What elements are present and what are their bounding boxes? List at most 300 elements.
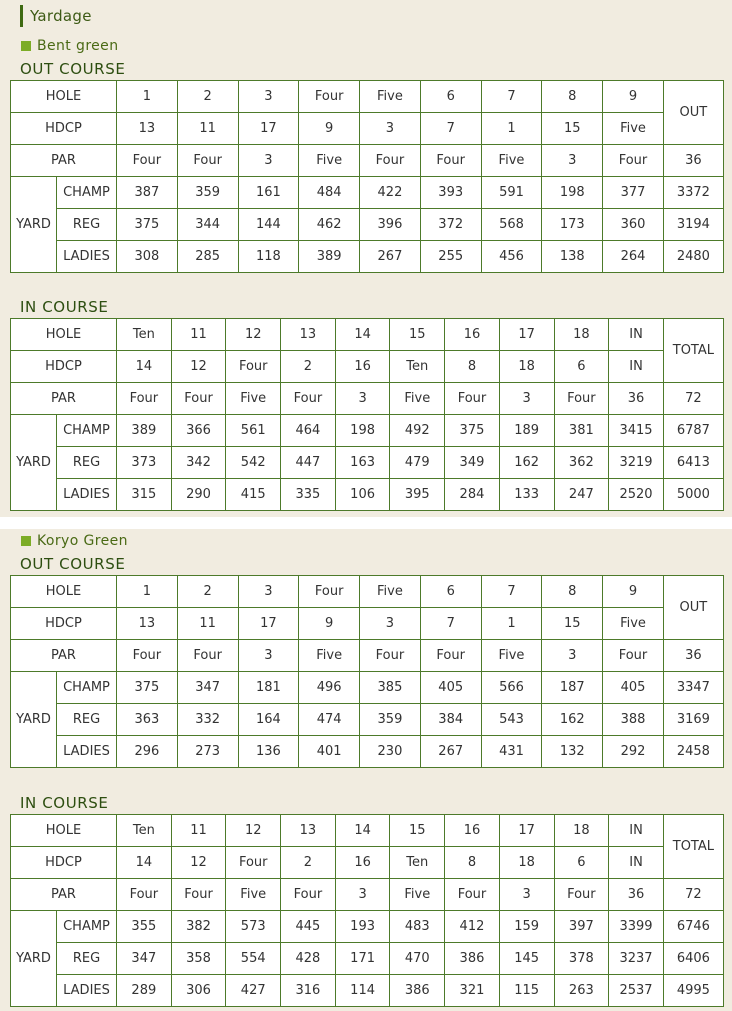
hdcp-cell: 14 bbox=[117, 847, 172, 879]
yardage-cell: 355 bbox=[117, 911, 172, 943]
champ-yard-row bbox=[11, 177, 724, 209]
page-title: Yardage bbox=[20, 5, 92, 27]
par-cell: 3 bbox=[335, 383, 390, 415]
yardage-cell: 161 bbox=[238, 177, 299, 209]
yardage-cell: 412 bbox=[445, 911, 500, 943]
yardage-cell: 359 bbox=[177, 177, 238, 209]
hdcp-label: HDCP bbox=[11, 847, 117, 879]
yardage-cell: 554 bbox=[226, 943, 281, 975]
par-cell: Four bbox=[360, 145, 421, 177]
hole-number-cell: 14 bbox=[335, 319, 390, 351]
par-cell: 3 bbox=[238, 145, 299, 177]
par-cell: Five bbox=[299, 145, 360, 177]
yardage-cell: 2537 bbox=[609, 975, 664, 1007]
yardage-cell: 347 bbox=[177, 672, 238, 704]
hdcp-cell: 8 bbox=[445, 847, 500, 879]
reg-yard-row bbox=[11, 704, 724, 736]
par-row bbox=[11, 879, 724, 911]
yardage-cell: 362 bbox=[554, 447, 609, 479]
hole-number-cell: IN bbox=[609, 815, 664, 847]
yardage-cell: 360 bbox=[603, 209, 664, 241]
hole-number-cell: 7 bbox=[481, 576, 542, 608]
yardage-cell: 145 bbox=[499, 943, 554, 975]
champ-total-cell: 3347 bbox=[663, 672, 723, 704]
hole-number-cell: 2 bbox=[177, 81, 238, 113]
yardage-cell: 375 bbox=[117, 209, 178, 241]
total-label: OUT bbox=[663, 576, 723, 640]
par-cell: 3 bbox=[238, 640, 299, 672]
yardage-cell: 264 bbox=[603, 241, 664, 273]
par-total-cell: 36 bbox=[663, 640, 723, 672]
yardage-cell: 427 bbox=[226, 975, 281, 1007]
hole-number-cell: Ten bbox=[117, 815, 172, 847]
hole-number-cell: 14 bbox=[335, 815, 390, 847]
par-label: PAR bbox=[11, 640, 117, 672]
yardage-cell: 363 bbox=[117, 704, 178, 736]
hdcp-cell: 12 bbox=[171, 847, 226, 879]
hole-number-cell: 8 bbox=[542, 576, 603, 608]
hole-number-cell: 11 bbox=[171, 815, 226, 847]
champ-yard-row bbox=[11, 415, 724, 447]
hdcp-label: HDCP bbox=[11, 113, 117, 145]
champ-yard-row bbox=[11, 672, 724, 704]
hole-label: HOLE bbox=[11, 319, 117, 351]
hdcp-cell: 18 bbox=[499, 847, 554, 879]
hdcp-cell: IN bbox=[609, 847, 664, 879]
hdcp-cell: 9 bbox=[299, 113, 360, 145]
par-total-cell: 72 bbox=[663, 383, 723, 415]
yardage-cell: 3237 bbox=[609, 943, 664, 975]
yardage-cell: 591 bbox=[481, 177, 542, 209]
hole-number-cell: 12 bbox=[226, 815, 281, 847]
par-cell: Four bbox=[117, 383, 172, 415]
yardage-cell: 358 bbox=[171, 943, 226, 975]
yardage-cell: 385 bbox=[360, 672, 421, 704]
yardage-cell: 396 bbox=[360, 209, 421, 241]
hole-number-cell: Four bbox=[299, 576, 360, 608]
hole-row bbox=[11, 81, 724, 113]
hdcp-cell: 15 bbox=[542, 113, 603, 145]
yardage-cell: 136 bbox=[238, 736, 299, 768]
hdcp-cell: Five bbox=[603, 608, 664, 640]
yardage-cell: 395 bbox=[390, 479, 445, 511]
par-cell: 36 bbox=[609, 879, 664, 911]
hole-number-cell: 3 bbox=[238, 81, 299, 113]
hdcp-cell: 13 bbox=[117, 608, 178, 640]
reg-tee-label: REG bbox=[57, 704, 117, 736]
yardage-cell: 3415 bbox=[609, 415, 664, 447]
bent-green-heading bbox=[21, 38, 118, 54]
yardage-cell: 273 bbox=[177, 736, 238, 768]
par-cell: Four bbox=[171, 879, 226, 911]
yard-label: YARD bbox=[11, 415, 57, 511]
yardage-cell: 384 bbox=[420, 704, 481, 736]
hdcp-cell: 9 bbox=[299, 608, 360, 640]
yardage-cell: 308 bbox=[117, 241, 178, 273]
green-square-icon bbox=[21, 536, 31, 546]
green-square-icon bbox=[21, 41, 31, 51]
yardage-cell: 162 bbox=[499, 447, 554, 479]
yardage-cell: 470 bbox=[390, 943, 445, 975]
hole-number-cell: 8 bbox=[542, 81, 603, 113]
par-total-cell: 72 bbox=[663, 879, 723, 911]
yardage-cell: 375 bbox=[117, 672, 178, 704]
yardage-cell: 144 bbox=[238, 209, 299, 241]
hdcp-cell: Four bbox=[226, 351, 281, 383]
yardage-cell: 189 bbox=[499, 415, 554, 447]
ladies-tee-label: LADIES bbox=[57, 975, 117, 1007]
hdcp-label: HDCP bbox=[11, 351, 117, 383]
hdcp-cell: 15 bbox=[542, 608, 603, 640]
yard-label: YARD bbox=[11, 672, 57, 768]
yardage-cell: 321 bbox=[445, 975, 500, 1007]
champ-tee-label: CHAMP bbox=[57, 911, 117, 943]
yardage-cell: 387 bbox=[117, 177, 178, 209]
hdcp-cell: 16 bbox=[335, 847, 390, 879]
yardage-cell: 230 bbox=[360, 736, 421, 768]
ladies-yard-row bbox=[11, 975, 724, 1007]
hdcp-cell: 11 bbox=[177, 608, 238, 640]
par-label: PAR bbox=[11, 145, 117, 177]
par-cell: Four bbox=[177, 640, 238, 672]
hole-row bbox=[11, 815, 724, 847]
koryo-in-course-table bbox=[10, 814, 724, 1007]
reg-yard-row bbox=[11, 209, 724, 241]
yardage-cell: 428 bbox=[281, 943, 336, 975]
yardage-cell: 133 bbox=[499, 479, 554, 511]
yard-label: YARD bbox=[11, 177, 57, 273]
yardage-cell: 267 bbox=[420, 736, 481, 768]
hole-number-cell: 16 bbox=[445, 319, 500, 351]
par-cell: Four bbox=[177, 145, 238, 177]
champ-tee-label: CHAMP bbox=[57, 672, 117, 704]
par-cell: Five bbox=[390, 383, 445, 415]
hole-number-cell: 16 bbox=[445, 815, 500, 847]
yardage-cell: 316 bbox=[281, 975, 336, 1007]
yard-label: YARD bbox=[11, 911, 57, 1007]
par-cell: Four bbox=[117, 145, 178, 177]
par-row bbox=[11, 640, 724, 672]
hole-number-cell: 6 bbox=[420, 576, 481, 608]
yardage-cell: 566 bbox=[481, 672, 542, 704]
yardage-cell: 164 bbox=[238, 704, 299, 736]
yardage-cell: 568 bbox=[481, 209, 542, 241]
hole-number-cell: 13 bbox=[281, 319, 336, 351]
yardage-cell: 285 bbox=[177, 241, 238, 273]
ladies-total-cell: 4995 bbox=[663, 975, 723, 1007]
hdcp-cell: 3 bbox=[360, 608, 421, 640]
yardage-cell: 159 bbox=[499, 911, 554, 943]
yardage-cell: 163 bbox=[335, 447, 390, 479]
champ-total-cell: 6746 bbox=[663, 911, 723, 943]
par-cell: 3 bbox=[499, 383, 554, 415]
par-cell: Five bbox=[299, 640, 360, 672]
yardage-cell: 393 bbox=[420, 177, 481, 209]
hole-number-cell: 17 bbox=[499, 815, 554, 847]
hole-row bbox=[11, 319, 724, 351]
yardage-cell: 132 bbox=[542, 736, 603, 768]
par-cell: Four bbox=[281, 879, 336, 911]
par-cell: Four bbox=[360, 640, 421, 672]
yardage-cell: 464 bbox=[281, 415, 336, 447]
hole-number-cell: 9 bbox=[603, 576, 664, 608]
hdcp-cell: 14 bbox=[117, 351, 172, 383]
par-cell: Five bbox=[226, 383, 281, 415]
hdcp-cell: 16 bbox=[335, 351, 390, 383]
ladies-total-cell: 2458 bbox=[663, 736, 723, 768]
hole-number-cell: Four bbox=[299, 81, 360, 113]
hdcp-row bbox=[11, 847, 724, 879]
reg-tee-label: REG bbox=[57, 943, 117, 975]
yardage-cell: 342 bbox=[171, 447, 226, 479]
hole-number-cell: IN bbox=[609, 319, 664, 351]
section-divider bbox=[0, 517, 732, 529]
yardage-cell: 405 bbox=[603, 672, 664, 704]
ladies-tee-label: LADIES bbox=[57, 479, 117, 511]
yardage-cell: 247 bbox=[554, 479, 609, 511]
hole-number-cell: 13 bbox=[281, 815, 336, 847]
champ-tee-label: CHAMP bbox=[57, 177, 117, 209]
ladies-yard-row bbox=[11, 479, 724, 511]
yardage-cell: 388 bbox=[603, 704, 664, 736]
koryo-out-course-title: OUT COURSE bbox=[20, 555, 126, 573]
reg-total-cell: 6413 bbox=[663, 447, 723, 479]
koryo-in-course-title: IN COURSE bbox=[20, 794, 109, 812]
yardage-cell: 378 bbox=[554, 943, 609, 975]
yardage-cell: 415 bbox=[226, 479, 281, 511]
yardage-cell: 389 bbox=[117, 415, 172, 447]
ladies-yard-row bbox=[11, 241, 724, 273]
hole-number-cell: 15 bbox=[390, 319, 445, 351]
hdcp-cell: 1 bbox=[481, 113, 542, 145]
reg-total-cell: 6406 bbox=[663, 943, 723, 975]
yardage-cell: 332 bbox=[177, 704, 238, 736]
ladies-tee-label: LADIES bbox=[57, 736, 117, 768]
hdcp-row bbox=[11, 113, 724, 145]
par-total-cell: 36 bbox=[663, 145, 723, 177]
yardage-cell: 335 bbox=[281, 479, 336, 511]
hdcp-label: HDCP bbox=[11, 608, 117, 640]
par-row bbox=[11, 145, 724, 177]
yardage-cell: 181 bbox=[238, 672, 299, 704]
yardage-cell: 483 bbox=[390, 911, 445, 943]
yardage-cell: 289 bbox=[117, 975, 172, 1007]
par-cell: Four bbox=[603, 145, 664, 177]
hdcp-cell: Ten bbox=[390, 351, 445, 383]
yardage-cell: 115 bbox=[499, 975, 554, 1007]
hdcp-cell: 13 bbox=[117, 113, 178, 145]
yardage-cell: 397 bbox=[554, 911, 609, 943]
yardage-cell: 492 bbox=[390, 415, 445, 447]
hdcp-cell: 17 bbox=[238, 113, 299, 145]
yardage-cell: 445 bbox=[281, 911, 336, 943]
total-label: OUT bbox=[663, 81, 723, 145]
hole-number-cell: 18 bbox=[554, 815, 609, 847]
hole-number-cell: 7 bbox=[481, 81, 542, 113]
yardage-cell: 373 bbox=[117, 447, 172, 479]
par-cell: Five bbox=[481, 640, 542, 672]
ladies-total-cell: 5000 bbox=[663, 479, 723, 511]
hole-label: HOLE bbox=[11, 81, 117, 113]
yardage-cell: 255 bbox=[420, 241, 481, 273]
hdcp-cell: 18 bbox=[499, 351, 554, 383]
hole-number-cell: 15 bbox=[390, 815, 445, 847]
hdcp-cell: 7 bbox=[420, 608, 481, 640]
yardage-cell: 138 bbox=[542, 241, 603, 273]
par-cell: Four bbox=[281, 383, 336, 415]
yardage-cell: 198 bbox=[542, 177, 603, 209]
yardage-cell: 479 bbox=[390, 447, 445, 479]
yardage-cell: 315 bbox=[117, 479, 172, 511]
champ-total-cell: 3372 bbox=[663, 177, 723, 209]
yardage-cell: 386 bbox=[390, 975, 445, 1007]
par-cell: Five bbox=[226, 879, 281, 911]
yardage-cell: 386 bbox=[445, 943, 500, 975]
bent-out-course-title: OUT COURSE bbox=[20, 60, 126, 78]
yardage-cell: 263 bbox=[554, 975, 609, 1007]
hdcp-cell: 6 bbox=[554, 847, 609, 879]
yardage-cell: 306 bbox=[171, 975, 226, 1007]
yardage-cell: 431 bbox=[481, 736, 542, 768]
yardage-cell: 447 bbox=[281, 447, 336, 479]
reg-tee-label: REG bbox=[57, 209, 117, 241]
ladies-total-cell: 2480 bbox=[663, 241, 723, 273]
hdcp-cell: 1 bbox=[481, 608, 542, 640]
total-label: TOTAL bbox=[663, 815, 723, 879]
par-label: PAR bbox=[11, 383, 117, 415]
bent-in-course-title: IN COURSE bbox=[20, 298, 109, 316]
bent-out-course-table bbox=[10, 80, 724, 273]
par-cell: Four bbox=[445, 879, 500, 911]
champ-total-cell: 6787 bbox=[663, 415, 723, 447]
hole-number-cell: 17 bbox=[499, 319, 554, 351]
hole-label: HOLE bbox=[11, 576, 117, 608]
hdcp-cell: 12 bbox=[171, 351, 226, 383]
par-cell: Four bbox=[554, 383, 609, 415]
yardage-cell: 456 bbox=[481, 241, 542, 273]
yardage-cell: 377 bbox=[603, 177, 664, 209]
par-row bbox=[11, 383, 724, 415]
hole-number-cell: 3 bbox=[238, 576, 299, 608]
hdcp-cell: Five bbox=[603, 113, 664, 145]
yardage-cell: 573 bbox=[226, 911, 281, 943]
yardage-cell: 542 bbox=[226, 447, 281, 479]
par-label: PAR bbox=[11, 879, 117, 911]
hdcp-cell: 11 bbox=[177, 113, 238, 145]
yardage-cell: 173 bbox=[542, 209, 603, 241]
yardage-cell: 193 bbox=[335, 911, 390, 943]
yardage-cell: 3399 bbox=[609, 911, 664, 943]
hole-number-cell: 6 bbox=[420, 81, 481, 113]
hdcp-cell: Ten bbox=[390, 847, 445, 879]
yardage-cell: 284 bbox=[445, 479, 500, 511]
yardage-cell: 267 bbox=[360, 241, 421, 273]
ladies-yard-row bbox=[11, 736, 724, 768]
yardage-cell: 198 bbox=[335, 415, 390, 447]
par-cell: 3 bbox=[499, 879, 554, 911]
hdcp-cell: 17 bbox=[238, 608, 299, 640]
hdcp-row bbox=[11, 351, 724, 383]
par-cell: Four bbox=[420, 640, 481, 672]
yardage-cell: 290 bbox=[171, 479, 226, 511]
yardage-cell: 349 bbox=[445, 447, 500, 479]
yardage-cell: 372 bbox=[420, 209, 481, 241]
par-cell: Four bbox=[117, 640, 178, 672]
hdcp-cell: 6 bbox=[554, 351, 609, 383]
hdcp-cell: IN bbox=[609, 351, 664, 383]
yardage-cell: 106 bbox=[335, 479, 390, 511]
yardage-cell: 114 bbox=[335, 975, 390, 1007]
par-cell: Four bbox=[445, 383, 500, 415]
hole-label: HOLE bbox=[11, 815, 117, 847]
hdcp-cell: 7 bbox=[420, 113, 481, 145]
yardage-cell: 359 bbox=[360, 704, 421, 736]
hdcp-cell: 2 bbox=[281, 351, 336, 383]
yardage-cell: 474 bbox=[299, 704, 360, 736]
yardage-cell: 171 bbox=[335, 943, 390, 975]
yardage-cell: 496 bbox=[299, 672, 360, 704]
yardage-cell: 389 bbox=[299, 241, 360, 273]
koryo-out-course-table bbox=[10, 575, 724, 768]
hole-number-cell: 2 bbox=[177, 576, 238, 608]
yardage-cell: 187 bbox=[542, 672, 603, 704]
hole-number-cell: 1 bbox=[117, 576, 178, 608]
yardage-cell: 366 bbox=[171, 415, 226, 447]
par-cell: 36 bbox=[609, 383, 664, 415]
ladies-tee-label: LADIES bbox=[57, 241, 117, 273]
koryo-green-name: Koryo Green bbox=[37, 533, 128, 549]
yardage-cell: 382 bbox=[171, 911, 226, 943]
hole-number-cell: 11 bbox=[171, 319, 226, 351]
par-cell: Four bbox=[603, 640, 664, 672]
hdcp-row bbox=[11, 608, 724, 640]
yardage-cell: 543 bbox=[481, 704, 542, 736]
hdcp-cell: Four bbox=[226, 847, 281, 879]
hole-number-cell: 12 bbox=[226, 319, 281, 351]
par-cell: Five bbox=[481, 145, 542, 177]
hole-number-cell: 1 bbox=[117, 81, 178, 113]
bent-green-name: Bent green bbox=[37, 38, 119, 54]
yardage-cell: 561 bbox=[226, 415, 281, 447]
par-cell: Four bbox=[117, 879, 172, 911]
par-cell: Four bbox=[420, 145, 481, 177]
reg-total-cell: 3169 bbox=[663, 704, 723, 736]
yardage-cell: 292 bbox=[603, 736, 664, 768]
yardage-cell: 422 bbox=[360, 177, 421, 209]
yardage-cell: 381 bbox=[554, 415, 609, 447]
yardage-cell: 462 bbox=[299, 209, 360, 241]
yardage-cell: 162 bbox=[542, 704, 603, 736]
hole-number-cell: Ten bbox=[117, 319, 172, 351]
hole-row bbox=[11, 576, 724, 608]
hole-number-cell: 9 bbox=[603, 81, 664, 113]
hole-number-cell: Five bbox=[360, 81, 421, 113]
yardage-cell: 344 bbox=[177, 209, 238, 241]
par-cell: Four bbox=[554, 879, 609, 911]
yardage-cell: 375 bbox=[445, 415, 500, 447]
hole-number-cell: Five bbox=[360, 576, 421, 608]
hdcp-cell: 3 bbox=[360, 113, 421, 145]
hole-number-cell: 18 bbox=[554, 319, 609, 351]
par-cell: 3 bbox=[542, 145, 603, 177]
yardage-cell: 296 bbox=[117, 736, 178, 768]
yardage-cell: 2520 bbox=[609, 479, 664, 511]
reg-tee-label: REG bbox=[57, 447, 117, 479]
champ-yard-row bbox=[11, 911, 724, 943]
hdcp-cell: 8 bbox=[445, 351, 500, 383]
yardage-cell: 347 bbox=[117, 943, 172, 975]
par-cell: 3 bbox=[335, 879, 390, 911]
